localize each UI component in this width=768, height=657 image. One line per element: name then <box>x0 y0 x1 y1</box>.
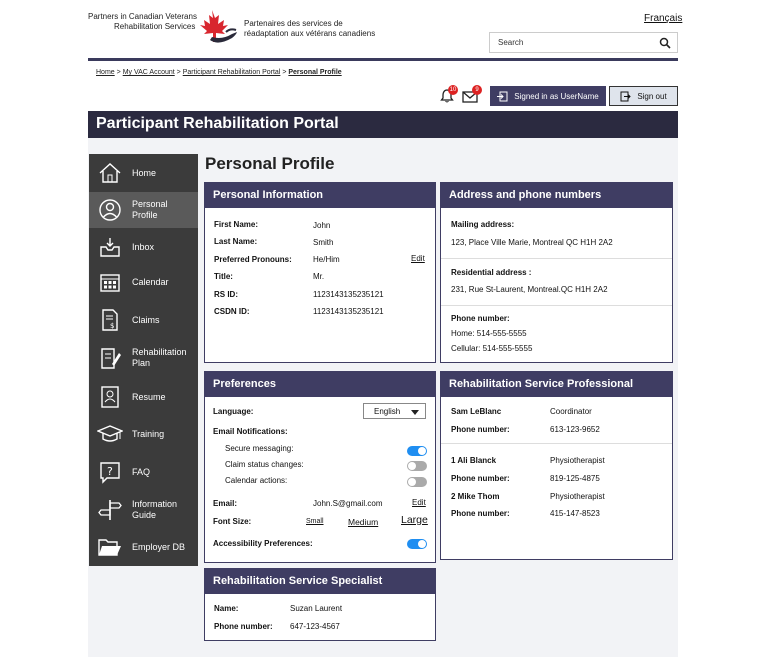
sidebar-label: Home <box>132 168 157 178</box>
signed-in-button[interactable] <box>490 86 606 106</box>
search-placeholder: Search <box>498 38 524 47</box>
sidebar-item-information-guide[interactable] <box>89 492 198 528</box>
sidebar-item-employer-db[interactable] <box>89 531 198 563</box>
calendar-actions-toggle[interactable] <box>407 477 427 487</box>
mailing-address-value: 123, Place Ville Marie, Montreal QC H1H 2A2 <box>451 238 613 247</box>
rss-phone-label: Phone number: <box>214 622 273 631</box>
pronouns-value: He/Him <box>313 255 340 264</box>
sign-out-label: Sign out <box>637 91 667 101</box>
cell-phone-value: Cellular: 514-555-5555 <box>451 344 533 353</box>
rs-id-value: 1123143135235121 <box>313 290 384 299</box>
resume-icon <box>97 384 123 410</box>
brand-fr-line1: Partenaires des services de <box>244 19 343 28</box>
secure-messaging-toggle[interactable] <box>407 446 427 456</box>
font-large-option[interactable]: Large <box>401 514 428 526</box>
sidebar-item-home[interactable] <box>89 158 198 188</box>
breadcrumb-sep: > <box>116 69 121 76</box>
page-title: Personal Profile <box>205 154 335 173</box>
user-icon <box>97 197 123 223</box>
breadcrumb-sep: > <box>176 69 181 76</box>
last-name-value: Smith <box>313 238 334 247</box>
rss-name-value: Suzan Laurent <box>290 604 343 613</box>
sidebar-label: Resume <box>132 392 166 402</box>
font-medium-option[interactable]: Medium <box>348 517 379 527</box>
rsp-phone-label-3: Phone number: <box>451 509 510 518</box>
sidebar-label: Calendar <box>132 277 169 287</box>
preferences-card <box>204 371 436 563</box>
font-size-label: Font Size: <box>213 517 252 526</box>
sidebar-label: Employer DB <box>132 542 186 552</box>
home-icon <box>97 160 123 186</box>
title-label: Title: <box>214 272 233 281</box>
email-value: John.S@gmail.com <box>313 499 383 508</box>
signpost-icon <box>97 497 123 523</box>
sidebar-label: Training <box>132 429 165 439</box>
address-card <box>440 182 673 363</box>
breadcrumb-my-vac[interactable]: My VAC Account <box>122 69 175 76</box>
title-value: Mr. <box>313 272 325 281</box>
sidebar-item-resume[interactable] <box>89 382 198 412</box>
rsp-phone-label-2: Phone number: <box>451 474 510 483</box>
brand-en-line2: Rehabilitation Services <box>114 22 196 31</box>
breadcrumb-current: Personal Profile <box>288 69 342 76</box>
secure-messaging-label: Secure messaging: <box>225 444 294 453</box>
brand-en-line1: Partners in Canadian Veterans <box>88 12 197 21</box>
preferences-heading: Preferences <box>205 372 435 397</box>
rs-id-label: RS ID: <box>214 290 238 299</box>
sign-out-button[interactable] <box>609 86 678 106</box>
sidebar-item-faq[interactable] <box>89 456 198 488</box>
rsp-role-1: Coordinator <box>550 407 592 416</box>
claims-icon <box>97 307 123 333</box>
plan-icon <box>97 345 123 371</box>
rss-heading: Rehabilitation Service Specialist <box>205 569 435 594</box>
phone-label: Phone number: <box>451 314 510 323</box>
portal-title: Participant Rehabilitation Portal <box>88 111 678 138</box>
signed-in-label: Signed in as UserName <box>514 91 599 101</box>
rsp-name-2: 1 Ali Blanck <box>451 456 497 465</box>
csdn-id-label: CSDN ID: <box>214 307 250 316</box>
sidebar-label: Personal Profile <box>132 199 168 220</box>
brand-en <box>88 12 197 32</box>
email-label: Email: <box>213 499 238 508</box>
divider <box>441 258 672 259</box>
rsp-role-2: Physiotherapist <box>550 456 605 465</box>
edit-pronouns-link[interactable]: Edit <box>411 254 425 263</box>
rss-card <box>204 568 436 641</box>
folder-icon <box>97 534 123 560</box>
address-heading: Address and phone numbers <box>441 183 672 208</box>
rsp-phone-3: 415-147-8523 <box>550 509 600 518</box>
rsp-name-1: Sam LeBlanc <box>451 407 502 416</box>
messages-button[interactable] <box>462 87 479 108</box>
sidebar-label: Rehabilitation Plan <box>132 347 187 368</box>
calendar-actions-label: Calendar actions: <box>225 476 288 485</box>
divider <box>441 443 672 444</box>
edit-email-link[interactable]: Edit <box>412 498 426 507</box>
inbox-icon <box>97 234 123 260</box>
rss-phone-value: 647-123-4567 <box>290 622 340 631</box>
sign-in-icon <box>497 91 508 102</box>
font-small-option[interactable]: Small <box>306 518 324 525</box>
breadcrumb-home[interactable]: Home <box>96 69 115 76</box>
calendar-icon <box>97 269 123 295</box>
last-name-label: Last Name: <box>214 237 258 246</box>
sidebar-item-inbox[interactable] <box>89 232 198 262</box>
rsp-role-3: Physiotherapist <box>550 492 605 501</box>
rsp-phone-1: 613-123-9652 <box>550 425 600 434</box>
sidebar-label: Inbox <box>132 242 155 252</box>
brand-fr <box>244 19 375 39</box>
sidebar-item-rehabilitation-plan[interactable] <box>89 340 198 376</box>
rsp-heading: Rehabilitation Service Professional <box>441 372 672 397</box>
notifications-button[interactable] <box>440 87 457 108</box>
sidebar-label: Claims <box>132 315 160 325</box>
rsp-name-3: 2 Mike Thom <box>451 492 500 501</box>
question-icon <box>97 459 123 485</box>
language-select[interactable] <box>363 403 426 419</box>
brand-fr-line2: réadaptation aux vétérans canadiens <box>244 29 376 38</box>
breadcrumb-sep: > <box>282 69 287 76</box>
email-notifications-label: Email Notifications: <box>213 427 288 436</box>
graduation-cap-icon <box>97 421 123 447</box>
first-name-value: John <box>313 221 331 230</box>
breadcrumb-portal[interactable]: Participant Rehabilitation Portal <box>182 69 281 76</box>
rsp-phone-2: 819-125-4875 <box>550 474 600 483</box>
accessibility-label: Accessibility Preferences: <box>213 539 313 548</box>
search-input[interactable] <box>489 32 678 53</box>
sidebar-item-claims[interactable] <box>89 304 198 336</box>
sidebar <box>89 154 198 566</box>
svg-text:$: $ <box>110 322 115 330</box>
residential-address-value: 231, Rue St-Laurent, Montreal.QC H1H 2A2 <box>451 285 608 294</box>
sidebar-label: Information Guide <box>132 499 178 520</box>
divider <box>441 305 672 306</box>
csdn-id-value: 1123143135235121 <box>313 307 384 316</box>
claim-status-label: Claim status changes: <box>225 460 304 469</box>
language-link[interactable]: Français <box>644 13 683 24</box>
rsp-phone-label-1: Phone number: <box>451 425 510 434</box>
sidebar-item-personal-profile[interactable] <box>89 192 198 228</box>
language-value: English <box>374 407 401 416</box>
mail-badge: 9 <box>472 85 482 95</box>
chevron-down-icon <box>411 410 419 415</box>
rss-name-label: Name: <box>214 604 239 613</box>
search-icon[interactable] <box>659 37 671 49</box>
maple-leaf-logo <box>192 8 240 48</box>
sign-out-icon <box>620 91 631 102</box>
rsp-card <box>440 371 673 560</box>
mailing-address-label: Mailing address: <box>451 220 515 229</box>
personal-info-card <box>204 182 436 363</box>
claim-status-toggle[interactable] <box>407 461 427 471</box>
first-name-label: First Name: <box>214 220 259 229</box>
residential-address-label: Residential address : <box>451 268 532 277</box>
svg-text:?: ? <box>107 465 113 478</box>
language-label: Language: <box>213 407 254 416</box>
accessibility-toggle[interactable] <box>407 539 427 549</box>
sidebar-item-calendar[interactable] <box>89 266 198 298</box>
pronouns-label: Preferred Pronouns: <box>214 255 292 264</box>
header-divider <box>88 58 678 61</box>
bell-badge: 10 <box>449 87 457 93</box>
sidebar-label: FAQ <box>132 467 151 477</box>
sidebar-item-training[interactable] <box>89 418 198 450</box>
personal-info-heading: Personal Information <box>205 183 435 208</box>
home-phone-value: Home: 514-555-5555 <box>451 329 527 338</box>
breadcrumb <box>96 69 342 76</box>
